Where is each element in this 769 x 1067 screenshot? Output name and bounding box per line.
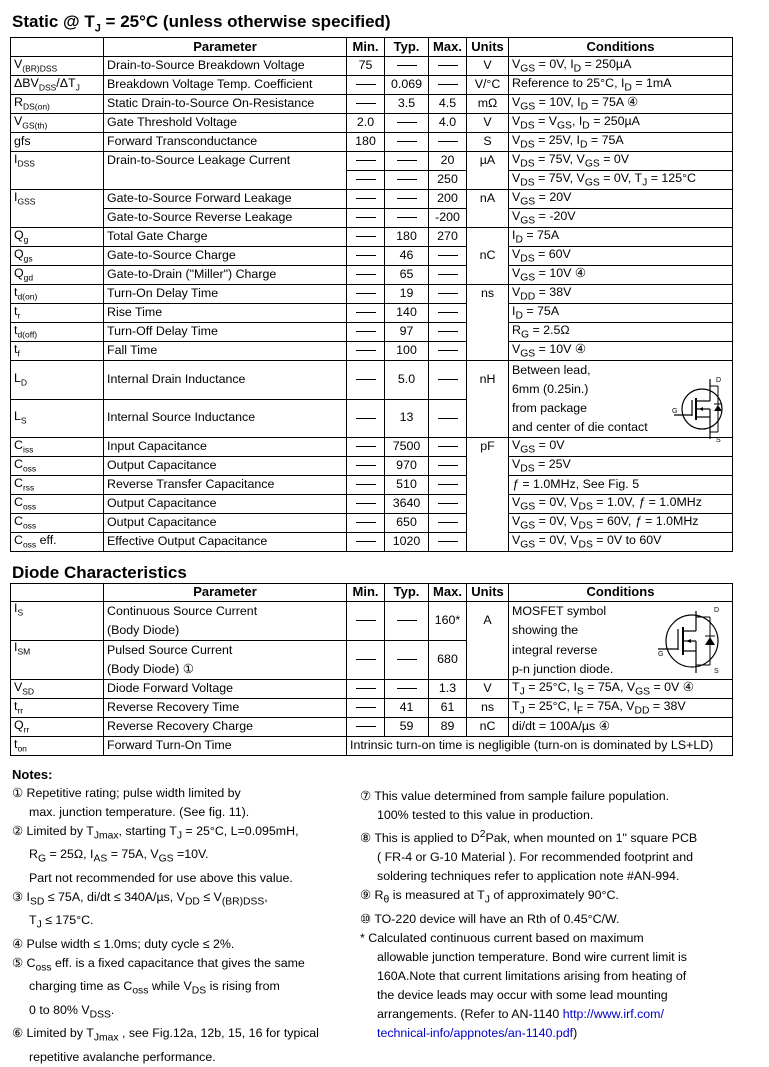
cell-condition: $V_{DD} = 38V$: [509, 285, 733, 304]
cell-parameter: Pulsed Source Current (Body Diode) ①: [104, 641, 347, 680]
cell-unit: [467, 171, 509, 190]
cell-typ: 13: [385, 399, 429, 438]
note-line: $R_G = 25\Omega$, $I_{AS} = 75A$, $V_{GS} =10V$.: [29, 847, 209, 865]
cell-symbol: $Q_{gd}$: [11, 266, 104, 285]
cell-typ: 140: [385, 304, 429, 323]
cell-unit: nA: [467, 190, 509, 209]
cell-unit: [467, 457, 509, 476]
cell-unit: nH: [467, 361, 509, 400]
note-line: technical-info/appnotes/an-1140.pdf): [377, 1025, 578, 1040]
cell-min: [347, 171, 385, 190]
notes-heading: Notes:: [12, 767, 53, 782]
table-row: [11, 533, 733, 552]
cell-parameter: Forward Transconductance: [104, 133, 347, 152]
gate-label: G: [672, 408, 678, 415]
cell-typ: 41: [385, 699, 429, 718]
note-line: ② Limited by $T_{Jmax}$, starting $T_J = 25^\circ C$, L=0.095mH,: [12, 824, 299, 842]
cell-condition: di/dt = 100A/µs ④: [509, 718, 733, 737]
cell-typ: 59: [385, 718, 429, 737]
gate-label: G: [658, 651, 664, 658]
cell-unit: [467, 476, 509, 495]
cell-min: [347, 304, 385, 323]
cell-max: 680: [429, 641, 467, 680]
cell-parameter: Output Capacitance: [104, 457, 347, 476]
note-line: 160A.Note that current limitations arising from heating of: [377, 968, 687, 983]
cell-unit: mΩ: [467, 95, 509, 114]
cell-max: [429, 457, 467, 476]
cell-condition: Between lead, 6mm (0.25in.): [509, 361, 733, 400]
cell-unit: S: [467, 133, 509, 152]
cell-condition: MOSFET symbol showing the: [509, 602, 733, 641]
cell-parameter: Total Gate Charge: [104, 228, 347, 247]
cell-parameter: [104, 171, 347, 190]
cell-min: [347, 323, 385, 342]
cell-max: [429, 533, 467, 552]
cell-parameter: Internal Source Inductance: [104, 399, 347, 438]
cell-unit: [467, 399, 509, 438]
cell-condition: $V_{DS} = 75V$, $V_{GS} = 0V$: [509, 152, 733, 171]
cell-max: 61: [429, 699, 467, 718]
cell-max: [429, 285, 467, 304]
cell-unit: [467, 342, 509, 361]
cell-typ: [385, 133, 429, 152]
cell-parameter: Continuous Source Current (Body Diode): [104, 602, 347, 641]
cell-unit: nC: [467, 247, 509, 266]
cell-symbol: $t_{on}$: [11, 737, 104, 756]
cell-typ: 5.0: [385, 361, 429, 400]
notes-left-column: [12, 765, 357, 1067]
cell-max: 4.5: [429, 95, 467, 114]
cell-min: [347, 495, 385, 514]
cell-max: [429, 304, 467, 323]
table-row: [11, 228, 733, 247]
cell-max: [429, 247, 467, 266]
table-row: [11, 641, 733, 680]
table-row: [11, 602, 733, 641]
cell-condition: integral reverse p-n junction diode.: [509, 641, 733, 680]
cell-condition: $T_J = 25^\circ C$, $I_S = 75A$, $V_{GS} = 0V$ ④: [509, 680, 733, 699]
cell-min: [347, 718, 385, 737]
cell-parameter: Fall Time: [104, 342, 347, 361]
cell-symbol: gfs: [11, 133, 104, 152]
cell-symbol: $t_{d(on)}$: [11, 285, 104, 304]
cell-condition: $I_D = 75A$: [509, 228, 733, 247]
table-row: [11, 399, 733, 438]
cell-parameter: Reverse Recovery Charge: [104, 718, 347, 737]
cell-unit: [467, 514, 509, 533]
cell-condition: ƒ = 1.0MHz, See Fig. 5: [509, 476, 733, 495]
header-conditions: Conditions: [509, 38, 733, 57]
header-parameter: Parameter: [104, 38, 347, 57]
static-section-title: Static @ $T_J = 25^\circ C$ (unless otherwise specified): [12, 12, 391, 35]
table-row: [11, 699, 733, 718]
source-label: S: [714, 668, 719, 675]
cell-symbol: $R_{DS(on)}$: [11, 95, 104, 114]
note-line: soldering techniques refer to application note #AN-994.: [377, 869, 680, 884]
cell-symbol: $L_D$: [11, 361, 104, 400]
cell-min: 180: [347, 133, 385, 152]
cell-typ: 100: [385, 342, 429, 361]
cell-condition: $V_{DS} = 60V$: [509, 247, 733, 266]
cell-symbol: $C_{oss}$: [11, 495, 104, 514]
cell-parameter: Output Capacitance: [104, 495, 347, 514]
notes-right-column: [360, 787, 760, 1043]
cell-min: [347, 602, 385, 641]
cell-symbol: $C_{oss}$: [11, 457, 104, 476]
cell-condition: $I_D = 75A$: [509, 304, 733, 323]
cell-symbol: $\Delta BV_{DSS}/\Delta T_J$: [11, 76, 104, 95]
cell-max: [429, 76, 467, 95]
table-row: [11, 285, 733, 304]
cell-max: [429, 57, 467, 76]
cell-symbol: $t_{rr}$: [11, 699, 104, 718]
table-row: [11, 95, 733, 114]
cell-symbol: $C_{iss}$: [11, 438, 104, 457]
cell-min: [347, 457, 385, 476]
table-row: [11, 737, 733, 756]
cell-parameter: Gate-to-Drain ("Miller") Charge: [104, 266, 347, 285]
cell-parameter: Output Capacitance: [104, 514, 347, 533]
note-line: repetitive avalanche performance.: [29, 1049, 216, 1064]
cell-condition: $V_{GS} = 10V$, $I_D = 75A$ ④: [509, 95, 733, 114]
table-row: [11, 57, 733, 76]
cell-min: [347, 680, 385, 699]
cell-parameter: Internal Drain Inductance: [104, 361, 347, 400]
note-line: ( FR-4 or G-10 Material ). For recommended footprint and: [377, 850, 694, 865]
cell-max: [429, 476, 467, 495]
cell-parameter: Drain-to-Source Leakage Current: [104, 152, 347, 171]
cell-condition: $V_{GS} = 0V$: [509, 438, 733, 457]
note-line: 100% tested to this value in production.: [377, 808, 594, 822]
cell-min: [347, 438, 385, 457]
cell-condition: $V_{GS} = 10V$ ④: [509, 266, 733, 285]
cell-min: [347, 247, 385, 266]
header-symbol: [11, 584, 104, 602]
cell-condition: $V_{GS} = 0V$, $V_{DS} = 0V$ to 60V: [509, 533, 733, 552]
cell-parameter: Static Drain-to-Source On-Resistance: [104, 95, 347, 114]
cell-typ: 180: [385, 228, 429, 247]
cell-unit: V/°C: [467, 76, 509, 95]
cell-parameter: Gate-to-Source Forward Leakage: [104, 190, 347, 209]
cell-typ: 970: [385, 457, 429, 476]
cell-symbol: $V_{(BR)DSS}$: [11, 57, 104, 76]
cell-symbol: $I_{DSS}$: [11, 152, 104, 171]
header-conditions: Conditions: [509, 584, 733, 602]
cell-symbol: $t_r$: [11, 304, 104, 323]
cell-condition: Reference to 25°C, $I_D = 1mA$: [509, 76, 733, 95]
cell-max: 20: [429, 152, 467, 171]
note-line: the device leads may occur with some lead mounting: [377, 987, 668, 1002]
cell-condition: $V_{DS} = 75V$, $V_{GS} = 0V$, $T_J = 125^\circ C$: [509, 171, 733, 190]
cell-symbol: $C_{oss}$: [11, 514, 104, 533]
header-parameter: Parameter: [104, 584, 347, 602]
cell-typ: [385, 602, 429, 641]
cell-max: 4.0: [429, 114, 467, 133]
cell-unit: [467, 533, 509, 552]
cell-min: [347, 228, 385, 247]
cell-symbol: $Q_{gs}$: [11, 247, 104, 266]
cell-typ: [385, 680, 429, 699]
cell-min: [347, 266, 385, 285]
table-row: [11, 438, 733, 457]
note-line: ① Repetitive rating; pulse width limited by: [12, 786, 241, 800]
cell-symbol: $Q_g$: [11, 228, 104, 247]
cell-max: 270: [429, 228, 467, 247]
cell-min: [347, 152, 385, 171]
header-max: Max.: [429, 38, 467, 57]
note-line: ⑦ This value determined from sample failure population.: [360, 789, 670, 803]
cell-unit: A: [467, 602, 509, 641]
table-row: [11, 247, 733, 266]
cell-typ: 3.5: [385, 95, 429, 114]
cell-condition: $V_{GS} = -20V$: [509, 209, 733, 228]
cell-min: [347, 641, 385, 680]
cell-min: [347, 285, 385, 304]
cell-typ: [385, 152, 429, 171]
drain-label: D: [716, 377, 722, 384]
cell-span-note: Intrinsic turn-on time is negligible (turn-on is dominated by LS+LD): [347, 737, 733, 756]
cell-unit: [467, 641, 509, 680]
cell-typ: [385, 114, 429, 133]
note-line: arrangements. (Refer to AN-1140 http://www.irf.com/: [377, 1006, 664, 1021]
cell-min: 75: [347, 57, 385, 76]
cell-parameter: Effective Output Capacitance: [104, 533, 347, 552]
cell-min: [347, 209, 385, 228]
table-row: [11, 514, 733, 533]
note-line: ③ $I_{SD} \le 75A$, di/dt ≤ 340A/µs, $V_{DD} \le V_{(BR)DSS}$,: [12, 889, 268, 908]
cell-typ: 65: [385, 266, 429, 285]
cell-unit: ns: [467, 699, 509, 718]
header-typ: Typ.: [385, 38, 429, 57]
note-line: 0 to 80% $V_{DSS}$.: [29, 1002, 115, 1021]
cell-symbol: [11, 209, 104, 228]
cell-max: [429, 361, 467, 400]
cell-symbol: $V_{GS(th)}$: [11, 114, 104, 133]
cell-max: [429, 323, 467, 342]
cell-min: [347, 533, 385, 552]
header-symbol: [11, 38, 104, 57]
cell-symbol: $L_S$: [11, 399, 104, 438]
cell-parameter: Forward Turn-On Time: [104, 737, 347, 756]
mosfet-symbol-icon: [672, 376, 728, 442]
cell-unit: [467, 323, 509, 342]
cell-condition: $R_G = 2.5\Omega$: [509, 323, 733, 342]
table-row: [11, 718, 733, 737]
cell-min: 2.0: [347, 114, 385, 133]
cell-max: 200: [429, 190, 467, 209]
cell-unit: [467, 266, 509, 285]
table-row: [11, 361, 733, 400]
cell-typ: [385, 57, 429, 76]
cell-parameter: Reverse Recovery Time: [104, 699, 347, 718]
cell-symbol: $I_{SM}$: [11, 641, 104, 680]
cell-typ: 1020: [385, 533, 429, 552]
diode-characteristics-table: [10, 583, 733, 756]
table-row: [11, 476, 733, 495]
cell-parameter: Turn-Off Delay Time: [104, 323, 347, 342]
table-row: [11, 680, 733, 699]
cell-symbol: $C_{rss}$: [11, 476, 104, 495]
cell-max: 89: [429, 718, 467, 737]
cell-typ: 7500: [385, 438, 429, 457]
cell-parameter: Gate-to-Source Charge: [104, 247, 347, 266]
note-line: * Calculated continuous current based on maximum: [360, 930, 644, 945]
cell-min: [347, 76, 385, 95]
cell-max: [429, 438, 467, 457]
cell-min: [347, 361, 385, 400]
cell-unit: ns: [467, 285, 509, 304]
header-max: Max.: [429, 584, 467, 602]
note-line: Part not recommended for use above this value.: [29, 870, 293, 885]
cell-typ: 0.069: [385, 76, 429, 95]
diode-section-title: Diode Characteristics: [12, 563, 187, 582]
cell-condition: $V_{GS} = 0V$, $V_{DS} = 60V$, ƒ = 1.0MHz: [509, 514, 733, 533]
cell-condition: $V_{GS} = 0V$, $V_{DS} = 1.0V$, ƒ = 1.0MHz: [509, 495, 733, 514]
cell-unit: [467, 209, 509, 228]
static-characteristics-table: [10, 37, 733, 552]
table-row: [11, 209, 733, 228]
cell-max: 1.3: [429, 680, 467, 699]
cell-typ: 3640: [385, 495, 429, 514]
cell-parameter: Gate-to-Source Reverse Leakage: [104, 209, 347, 228]
cell-min: [347, 399, 385, 438]
cell-symbol: [11, 171, 104, 190]
cell-symbol: $I_{GSS}$: [11, 190, 104, 209]
cell-unit: [467, 228, 509, 247]
table-row: [11, 76, 733, 95]
note-line: ⑩ TO-220 device will have an Rth of 0.45°C/W.: [360, 911, 620, 926]
cell-condition: from package and center of die contact: [509, 399, 733, 438]
note-line: ④ Pulse width ≤ 1.0ms; duty cycle ≤ 2%.: [12, 936, 235, 951]
cell-condition: $V_{DS} = 25V$, $I_D = 75A$: [509, 133, 733, 152]
table-row: [11, 342, 733, 361]
cell-parameter: Turn-On Delay Time: [104, 285, 347, 304]
mosfet-body-diode-symbol-icon: [656, 603, 728, 675]
cell-typ: 46: [385, 247, 429, 266]
cell-max: [429, 495, 467, 514]
cell-parameter: Rise Time: [104, 304, 347, 323]
header-min: Min.: [347, 584, 385, 602]
cell-unit: µA: [467, 152, 509, 171]
cell-max: [429, 266, 467, 285]
cell-symbol: $t_f$: [11, 342, 104, 361]
cell-min: [347, 190, 385, 209]
cell-typ: 19: [385, 285, 429, 304]
header-units: Units: [467, 584, 509, 602]
cell-unit: [467, 495, 509, 514]
cell-typ: [385, 171, 429, 190]
cell-condition: $T_J = 25^\circ C$, $I_F = 75A$, $V_{DD} = 38V$: [509, 699, 733, 718]
cell-condition: $V_{GS} = 10V$ ④: [509, 342, 733, 361]
cell-max: [429, 133, 467, 152]
note-line: ⑥ Limited by $T_{Jmax}$ , see Fig.12a, 12b, 15, 16 for typical: [12, 1026, 319, 1044]
cell-unit: V: [467, 114, 509, 133]
table-row: [11, 152, 733, 171]
cell-max: [429, 514, 467, 533]
cell-condition: $V_{GS} = 0V$, $I_D = 250\mu A$: [509, 57, 733, 76]
header-typ: Typ.: [385, 584, 429, 602]
table-row: [11, 495, 733, 514]
cell-min: [347, 95, 385, 114]
cell-parameter: Reverse Transfer Capacitance: [104, 476, 347, 495]
cell-min: [347, 342, 385, 361]
cell-parameter: Drain-to-Source Breakdown Voltage: [104, 57, 347, 76]
note-line: ⑨ $R_\theta$ is measured at $T_J$ of approximately 90°C.: [360, 888, 619, 906]
cell-symbol: $I_S$: [11, 602, 104, 641]
table-row: [11, 114, 733, 133]
cell-unit: nC: [467, 718, 509, 737]
cell-symbol: $V_{SD}$: [11, 680, 104, 699]
cell-typ: [385, 190, 429, 209]
cell-typ: 97: [385, 323, 429, 342]
cell-min: [347, 476, 385, 495]
note-line: allowable junction temperature. Bond wire current limit is: [377, 949, 687, 964]
cell-parameter: Diode Forward Voltage: [104, 680, 347, 699]
cell-symbol: $t_{d(off)}$: [11, 323, 104, 342]
note-line: $T_J \le 175^\circ C$.: [29, 913, 94, 931]
note-line: charging time as $C_{oss}$ while $V_{DS}$ is rising from: [29, 979, 280, 997]
cell-typ: [385, 209, 429, 228]
source-label: S: [716, 437, 721, 444]
header-units: Units: [467, 38, 509, 57]
table-row: [11, 133, 733, 152]
cell-typ: 510: [385, 476, 429, 495]
cell-parameter: Input Capacitance: [104, 438, 347, 457]
cell-symbol: $C_{oss}$ eff.: [11, 533, 104, 552]
note-line: ⑤ $C_{oss}$ eff. is a fixed capacitance that gives the same: [12, 955, 305, 974]
table-row: [11, 266, 733, 285]
cell-symbol: $Q_{rr}$: [11, 718, 104, 737]
table-row: [11, 304, 733, 323]
note-line: ⑧ This is applied to $D^2Pak$, when mounted on 1" square PCB: [360, 829, 698, 846]
cell-max: 250: [429, 171, 467, 190]
cell-unit: [467, 304, 509, 323]
cell-parameter: Breakdown Voltage Temp. Coefficient: [104, 76, 347, 95]
cell-typ: 650: [385, 514, 429, 533]
cell-max: [429, 342, 467, 361]
cell-condition: $V_{GS} = 20V$: [509, 190, 733, 209]
table-row: [11, 323, 733, 342]
header-min: Min.: [347, 38, 385, 57]
cell-unit: pF: [467, 438, 509, 457]
cell-max: -200: [429, 209, 467, 228]
cell-condition: $V_{DS} = 25V$: [509, 457, 733, 476]
cell-condition: $V_{DS} = V_{GS}$, $I_D = 250\mu A$: [509, 114, 733, 133]
cell-unit: V: [467, 57, 509, 76]
table-row: [11, 457, 733, 476]
cell-unit: V: [467, 680, 509, 699]
cell-max: 160*: [429, 602, 467, 641]
cell-min: [347, 699, 385, 718]
cell-typ: [385, 641, 429, 680]
drain-label: D: [714, 607, 720, 614]
table-row: [11, 190, 733, 209]
table-row: [11, 171, 733, 190]
cell-parameter: Gate Threshold Voltage: [104, 114, 347, 133]
cell-max: [429, 399, 467, 438]
note-line: max. junction temperature. (See fig. 11).: [29, 805, 250, 819]
cell-min: [347, 514, 385, 533]
